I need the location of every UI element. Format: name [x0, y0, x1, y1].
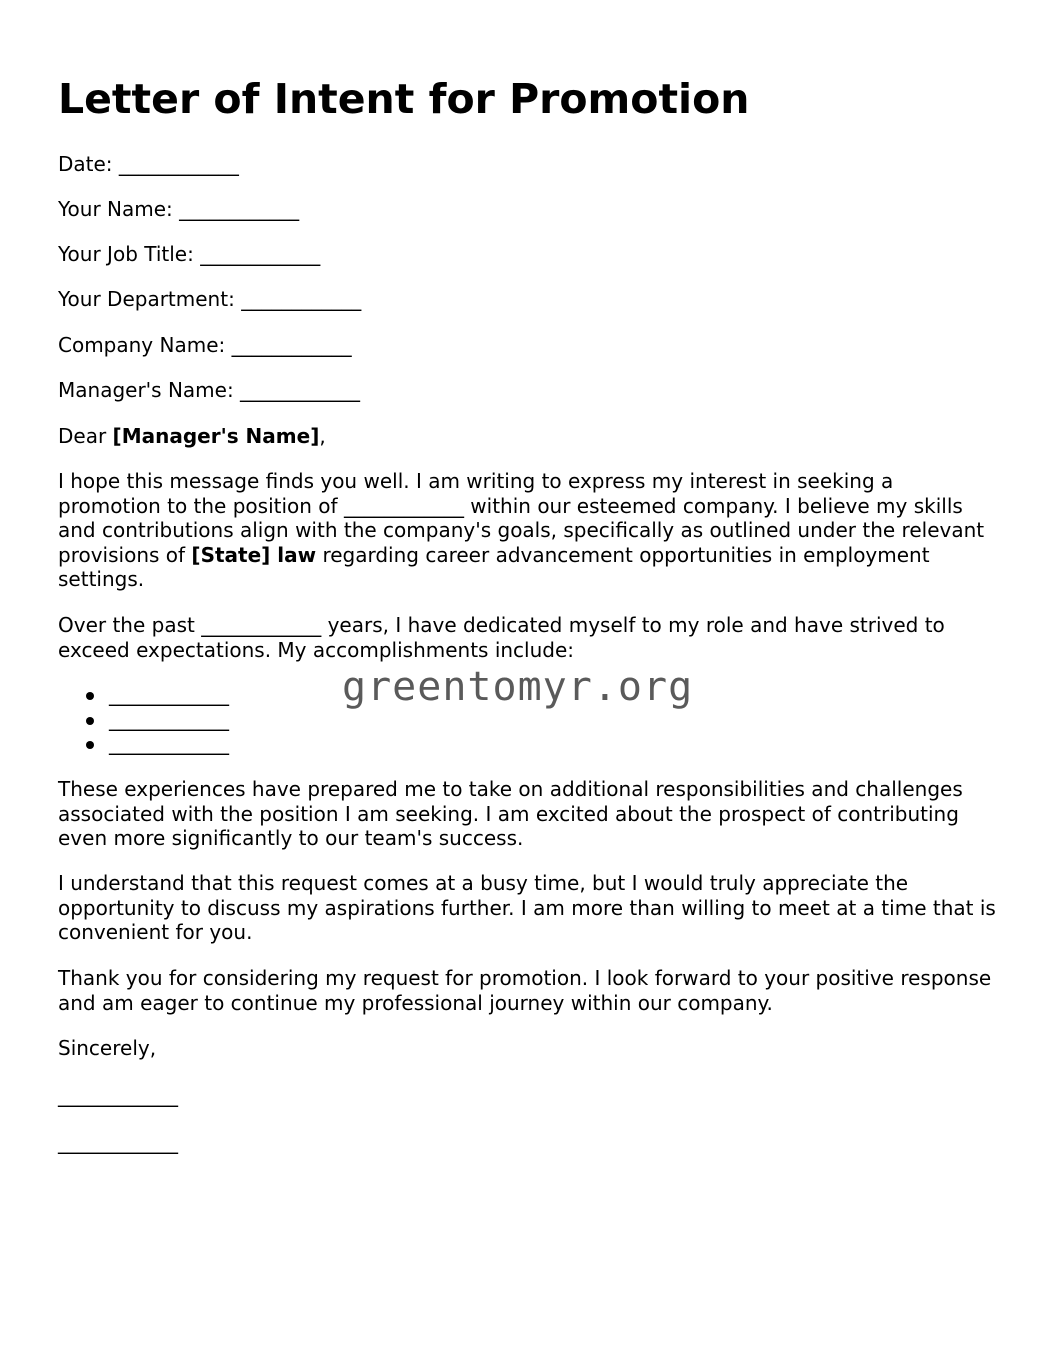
- paragraph-thanks: Thank you for considering my request for promotion. I look forward to your positive response and am eager to continue my professional journey within our company.: [58, 966, 992, 1015]
- accomplishment-blank: ____________: [109, 682, 229, 706]
- paragraph-intent-part3: regarding career advancement opportunities in employment settings.: [58, 542, 930, 591]
- job-title-field: [58, 242, 320, 266]
- job-title-blank: ____________: [200, 242, 321, 266]
- paragraph-request: I understand that this request comes at a busy time, but I would truly appreciate the opportunity to discuss my aspirations further. I am more than willing to meet at a time that is convenient for you.: [58, 871, 996, 944]
- accomplishment-blank: ____________: [109, 706, 229, 731]
- job-title-label: Your Job Title:: [58, 242, 194, 266]
- paragraph-experience: [58, 613, 998, 662]
- date-blank: ____________: [118, 152, 239, 176]
- list-item: [58, 682, 229, 707]
- paragraph-experience-part2: years, I have dedicated myself to my role and have strived to exceed expectations. My accomplishments include:: [58, 613, 945, 662]
- bullet-icon: [86, 741, 94, 749]
- department-field: [58, 287, 361, 311]
- accomplishment-blank: ____________: [109, 731, 229, 755]
- manager-field: [58, 378, 360, 402]
- paragraph-intent-part1: I hope this message finds you well. I am writing to express my interest in seeking a promotion to the position of: [58, 469, 894, 518]
- company-label: Company Name:: [58, 333, 226, 357]
- watermark: greentomyr.org: [342, 664, 694, 710]
- manager-label: Manager's Name:: [58, 378, 234, 402]
- signature-line: ____________: [58, 1083, 178, 1107]
- printed-name-line: ____________: [58, 1130, 178, 1154]
- salutation-suffix: ,: [319, 424, 326, 448]
- manager-blank: ____________: [240, 378, 361, 402]
- years-blank: ____________: [201, 613, 322, 637]
- position-blank: ____________: [343, 493, 464, 518]
- bullet-icon: [86, 717, 94, 725]
- department-label: Your Department:: [58, 287, 235, 311]
- list-item: [58, 731, 229, 756]
- salutation-name: [Manager's Name]: [112, 424, 320, 448]
- paragraph-intent: [58, 469, 998, 592]
- salutation-prefix: Dear: [58, 424, 107, 448]
- salutation: [58, 424, 326, 448]
- your-name-blank: ____________: [179, 197, 300, 221]
- company-field: [58, 333, 352, 357]
- accomplishments-list: [58, 682, 229, 756]
- department-blank: ____________: [241, 287, 362, 311]
- paragraph-preparation: These experiences have prepared me to take on additional responsibilities and challenges associated with the position I am seeking. I am excited about the prospect of contributing even more significantly to our team's success.: [58, 777, 963, 850]
- state-law: [State] law: [191, 542, 317, 567]
- bullet-icon: [86, 692, 94, 700]
- list-item: [58, 707, 229, 732]
- company-blank: ____________: [231, 333, 352, 357]
- date-label: Date:: [58, 152, 113, 176]
- paragraph-experience-part1: Over the past: [58, 613, 195, 637]
- your-name-field: [58, 197, 299, 221]
- closing: Sincerely,: [58, 1036, 157, 1060]
- date-field: [58, 152, 239, 176]
- paragraph-intent-part2: within our esteemed company. I believe my skills and contributions align with the company's goals, specifically as outlined under the relevant provisions of: [58, 493, 985, 567]
- page-title: Letter of Intent for Promotion: [58, 75, 750, 123]
- your-name-label: Your Name:: [58, 197, 173, 221]
